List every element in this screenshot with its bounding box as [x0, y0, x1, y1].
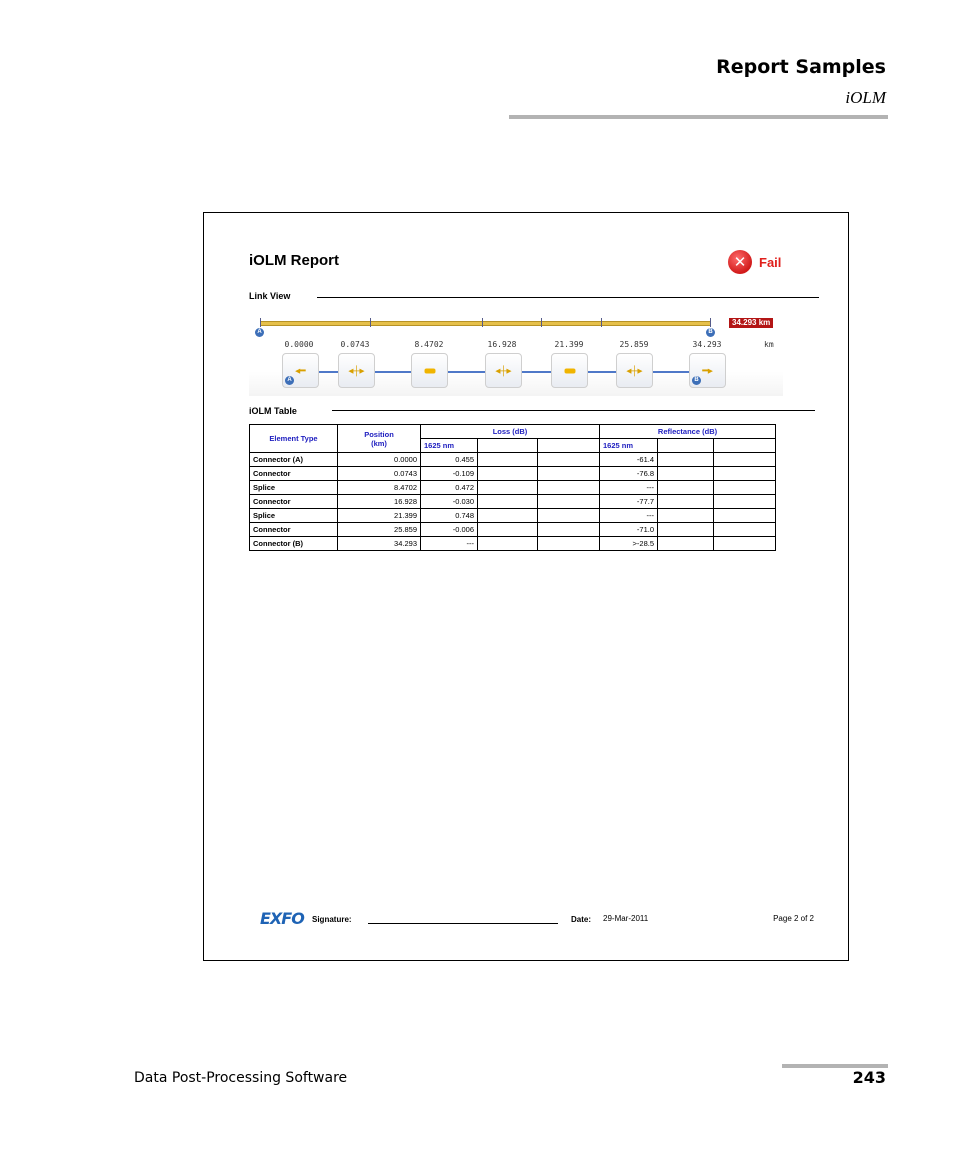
cell-position: 16.928: [338, 495, 421, 509]
span-tick: [710, 318, 711, 327]
connector-element: [338, 353, 375, 388]
cell-empty: [538, 523, 600, 537]
cell-empty: [478, 495, 538, 509]
cell-empty: [658, 453, 714, 467]
cell-reflectance: ---: [600, 509, 658, 523]
position-label: 0.0743: [340, 340, 370, 349]
cell-empty: [714, 523, 776, 537]
span-tick: [541, 318, 542, 327]
signature-line: [368, 923, 558, 924]
cell-empty: [478, 509, 538, 523]
date-value: 29-Mar-2011: [603, 914, 649, 923]
splice-icon: [564, 368, 575, 373]
table-row: [250, 467, 776, 481]
cell-type: Connector (A): [250, 453, 338, 467]
cell-position: 34.293: [338, 537, 421, 551]
report-page-number: Page 2 of 2: [773, 914, 814, 923]
date-label: Date:: [571, 915, 592, 924]
cell-reflectance: -61.4: [600, 453, 658, 467]
connector-element: [485, 353, 522, 388]
splice-icon: [424, 368, 435, 373]
link-view-rule: [317, 297, 819, 298]
cell-position: 8.4702: [338, 481, 421, 495]
connector-icon: ◂━: [295, 365, 306, 375]
cell-position: 0.0743: [338, 467, 421, 481]
header-rule: [509, 115, 888, 119]
position-label: 0.0000: [284, 340, 314, 349]
cell-position: 0.0000: [338, 453, 421, 467]
signature-label: Signature:: [312, 915, 352, 924]
position-label: 16.928: [487, 340, 517, 349]
report-title: iOLM Report: [249, 252, 339, 269]
cell-empty: [478, 453, 538, 467]
cell-loss: -0.030: [421, 495, 478, 509]
cell-loss: 0.748: [421, 509, 478, 523]
cell-type: Connector: [250, 523, 338, 537]
cell-empty: [714, 467, 776, 481]
link-view: [249, 314, 783, 396]
header-loss-wavelength: 1625 nm: [421, 439, 478, 453]
cell-reflectance: -71.0: [600, 523, 658, 537]
cell-empty: [538, 495, 600, 509]
header-empty: [538, 439, 600, 453]
header-position-unit: (km): [371, 438, 387, 448]
document-title: Data Post-Processing Software: [134, 1070, 348, 1086]
splice-element: [551, 353, 588, 388]
header-position: [338, 425, 421, 453]
header-empty: [658, 439, 714, 453]
header-empty: [714, 439, 776, 453]
table-row: [250, 453, 776, 467]
cell-empty: [538, 537, 600, 551]
connector-a-element: [282, 353, 319, 388]
header-reflectance: Reflectance (dB): [600, 425, 776, 439]
cell-empty: [478, 481, 538, 495]
cell-empty: [714, 495, 776, 509]
status-badge: [728, 250, 781, 274]
iolm-table: [249, 424, 776, 551]
report-sample: [203, 212, 849, 961]
span-tick: [260, 318, 261, 327]
cell-loss: -0.006: [421, 523, 478, 537]
table-row: [250, 537, 776, 551]
header-loss: Loss (dB): [421, 425, 600, 439]
cell-empty: [714, 509, 776, 523]
fail-icon: ✕: [728, 250, 752, 274]
cell-reflectance: -77.7: [600, 495, 658, 509]
unit-label: km: [764, 340, 774, 349]
cell-empty: [658, 495, 714, 509]
link-view-label: Link View: [249, 291, 291, 301]
cell-empty: [658, 509, 714, 523]
header-element-type: Element Type: [250, 425, 338, 453]
cell-position: 25.859: [338, 523, 421, 537]
cell-loss: ---: [421, 537, 478, 551]
cell-empty: [478, 467, 538, 481]
cell-empty: [714, 453, 776, 467]
cell-reflectance: >-28.5: [600, 537, 658, 551]
position-label: 25.859: [619, 340, 649, 349]
cell-empty: [478, 523, 538, 537]
position-label: 8.4702: [414, 340, 444, 349]
table-row: [250, 523, 776, 537]
total-length-badge: 34.293 km: [729, 318, 773, 328]
cell-position: 21.399: [338, 509, 421, 523]
cell-type: Connector (B): [250, 537, 338, 551]
span-tick: [370, 318, 371, 327]
header-position-text: Position: [364, 429, 394, 439]
cell-empty: [538, 481, 600, 495]
cell-empty: [714, 481, 776, 495]
header-refl-wavelength: 1625 nm: [600, 439, 658, 453]
cell-type: Connector: [250, 467, 338, 481]
connector-icon: ◂┼▸: [348, 365, 365, 375]
iolm-table-label: iOLM Table: [249, 406, 297, 416]
position-label: 34.293: [692, 340, 722, 349]
cell-empty: [658, 481, 714, 495]
table-row: [250, 481, 776, 495]
cell-type: Splice: [250, 509, 338, 523]
cell-empty: [538, 509, 600, 523]
connector-icon: ◂┼▸: [626, 365, 643, 375]
cell-loss: -0.109: [421, 467, 478, 481]
cell-type: Splice: [250, 481, 338, 495]
cell-empty: [538, 453, 600, 467]
end-b-marker: B: [706, 328, 715, 337]
cell-empty: [478, 537, 538, 551]
connector-icon: ◂┼▸: [495, 365, 512, 375]
cell-empty: [658, 467, 714, 481]
cell-empty: [658, 537, 714, 551]
cell-empty: [658, 523, 714, 537]
cell-empty: [538, 467, 600, 481]
cell-empty: [714, 537, 776, 551]
page-header-subtitle: iOLM: [845, 88, 886, 107]
cell-reflectance: -76.8: [600, 467, 658, 481]
header-empty: [478, 439, 538, 453]
status-text: Fail: [759, 254, 782, 270]
end-a-badge: A: [285, 376, 294, 385]
connector-element: [616, 353, 653, 388]
fiber-span-line: [260, 321, 710, 326]
connector-icon: ━▸: [702, 365, 713, 375]
iolm-table-rule: [332, 410, 815, 411]
end-b-badge: B: [692, 376, 701, 385]
page-number: 243: [852, 1068, 886, 1087]
span-tick: [601, 318, 602, 327]
end-a-marker: A: [255, 328, 264, 337]
report-footer: [260, 909, 820, 931]
cell-reflectance: ---: [600, 481, 658, 495]
exfo-logo: EXFO: [260, 909, 304, 928]
connector-b-element: [689, 353, 726, 388]
position-label: 21.399: [554, 340, 584, 349]
span-tick: [482, 318, 483, 327]
page-header-title: Report Samples: [716, 56, 886, 78]
cell-loss: 0.455: [421, 453, 478, 467]
table-row: [250, 509, 776, 523]
cell-loss: 0.472: [421, 481, 478, 495]
cell-type: Connector: [250, 495, 338, 509]
splice-element: [411, 353, 448, 388]
table-row: [250, 495, 776, 509]
